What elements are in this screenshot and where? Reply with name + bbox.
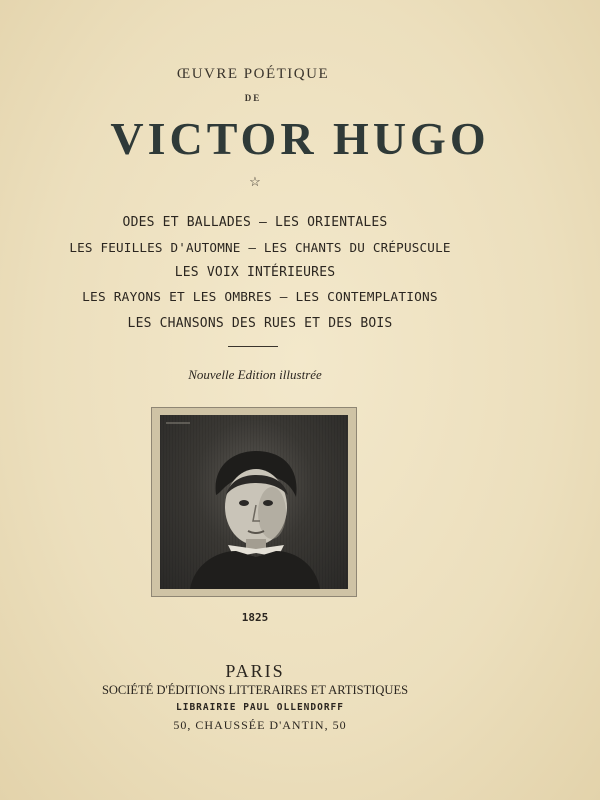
portrait-engraving-icon [160,415,348,589]
portrait-frame [151,407,357,597]
publisher-city: PARIS [225,661,285,681]
portrait-caption: 1825 [241,611,269,624]
author-name: VICTOR HUGO [110,113,490,164]
work-heading: ŒUVRE POÉTIQUE [176,66,330,82]
star-ornament-icon: ☆ [249,174,261,189]
works-line-1: ODES ET BALLADES — LES ORIENTALES [122,215,388,230]
divider-rule [228,346,278,347]
works-line-4: LES RAYONS ET LES OMBRES — LES CONTEMPLATIONS [82,290,438,305]
author-connector: DE [244,93,262,103]
works-line-3: LES VOIX INTÉRIEURES [174,265,336,280]
publisher-society: SOCIÉTÉ D'ÉDITIONS LITTERAIRES ET ARTISTIQUES [101,683,409,697]
publisher-librairie: LIBRAIRIE PAUL OLLENDORFF [176,702,344,713]
works-line-2: LES FEUILLES D'AUTOMNE — LES CHANTS DU CRÉPUSCULE [69,240,451,255]
works-line-5: LES CHANSONS DES RUES ET DES BOIS [127,316,393,331]
portrait-drawing [160,415,348,589]
publisher-address: 50, CHAUSSÉE D'ANTIN, 50 [173,718,347,732]
edition-note: Nouvelle Edition illustrée [188,367,322,382]
